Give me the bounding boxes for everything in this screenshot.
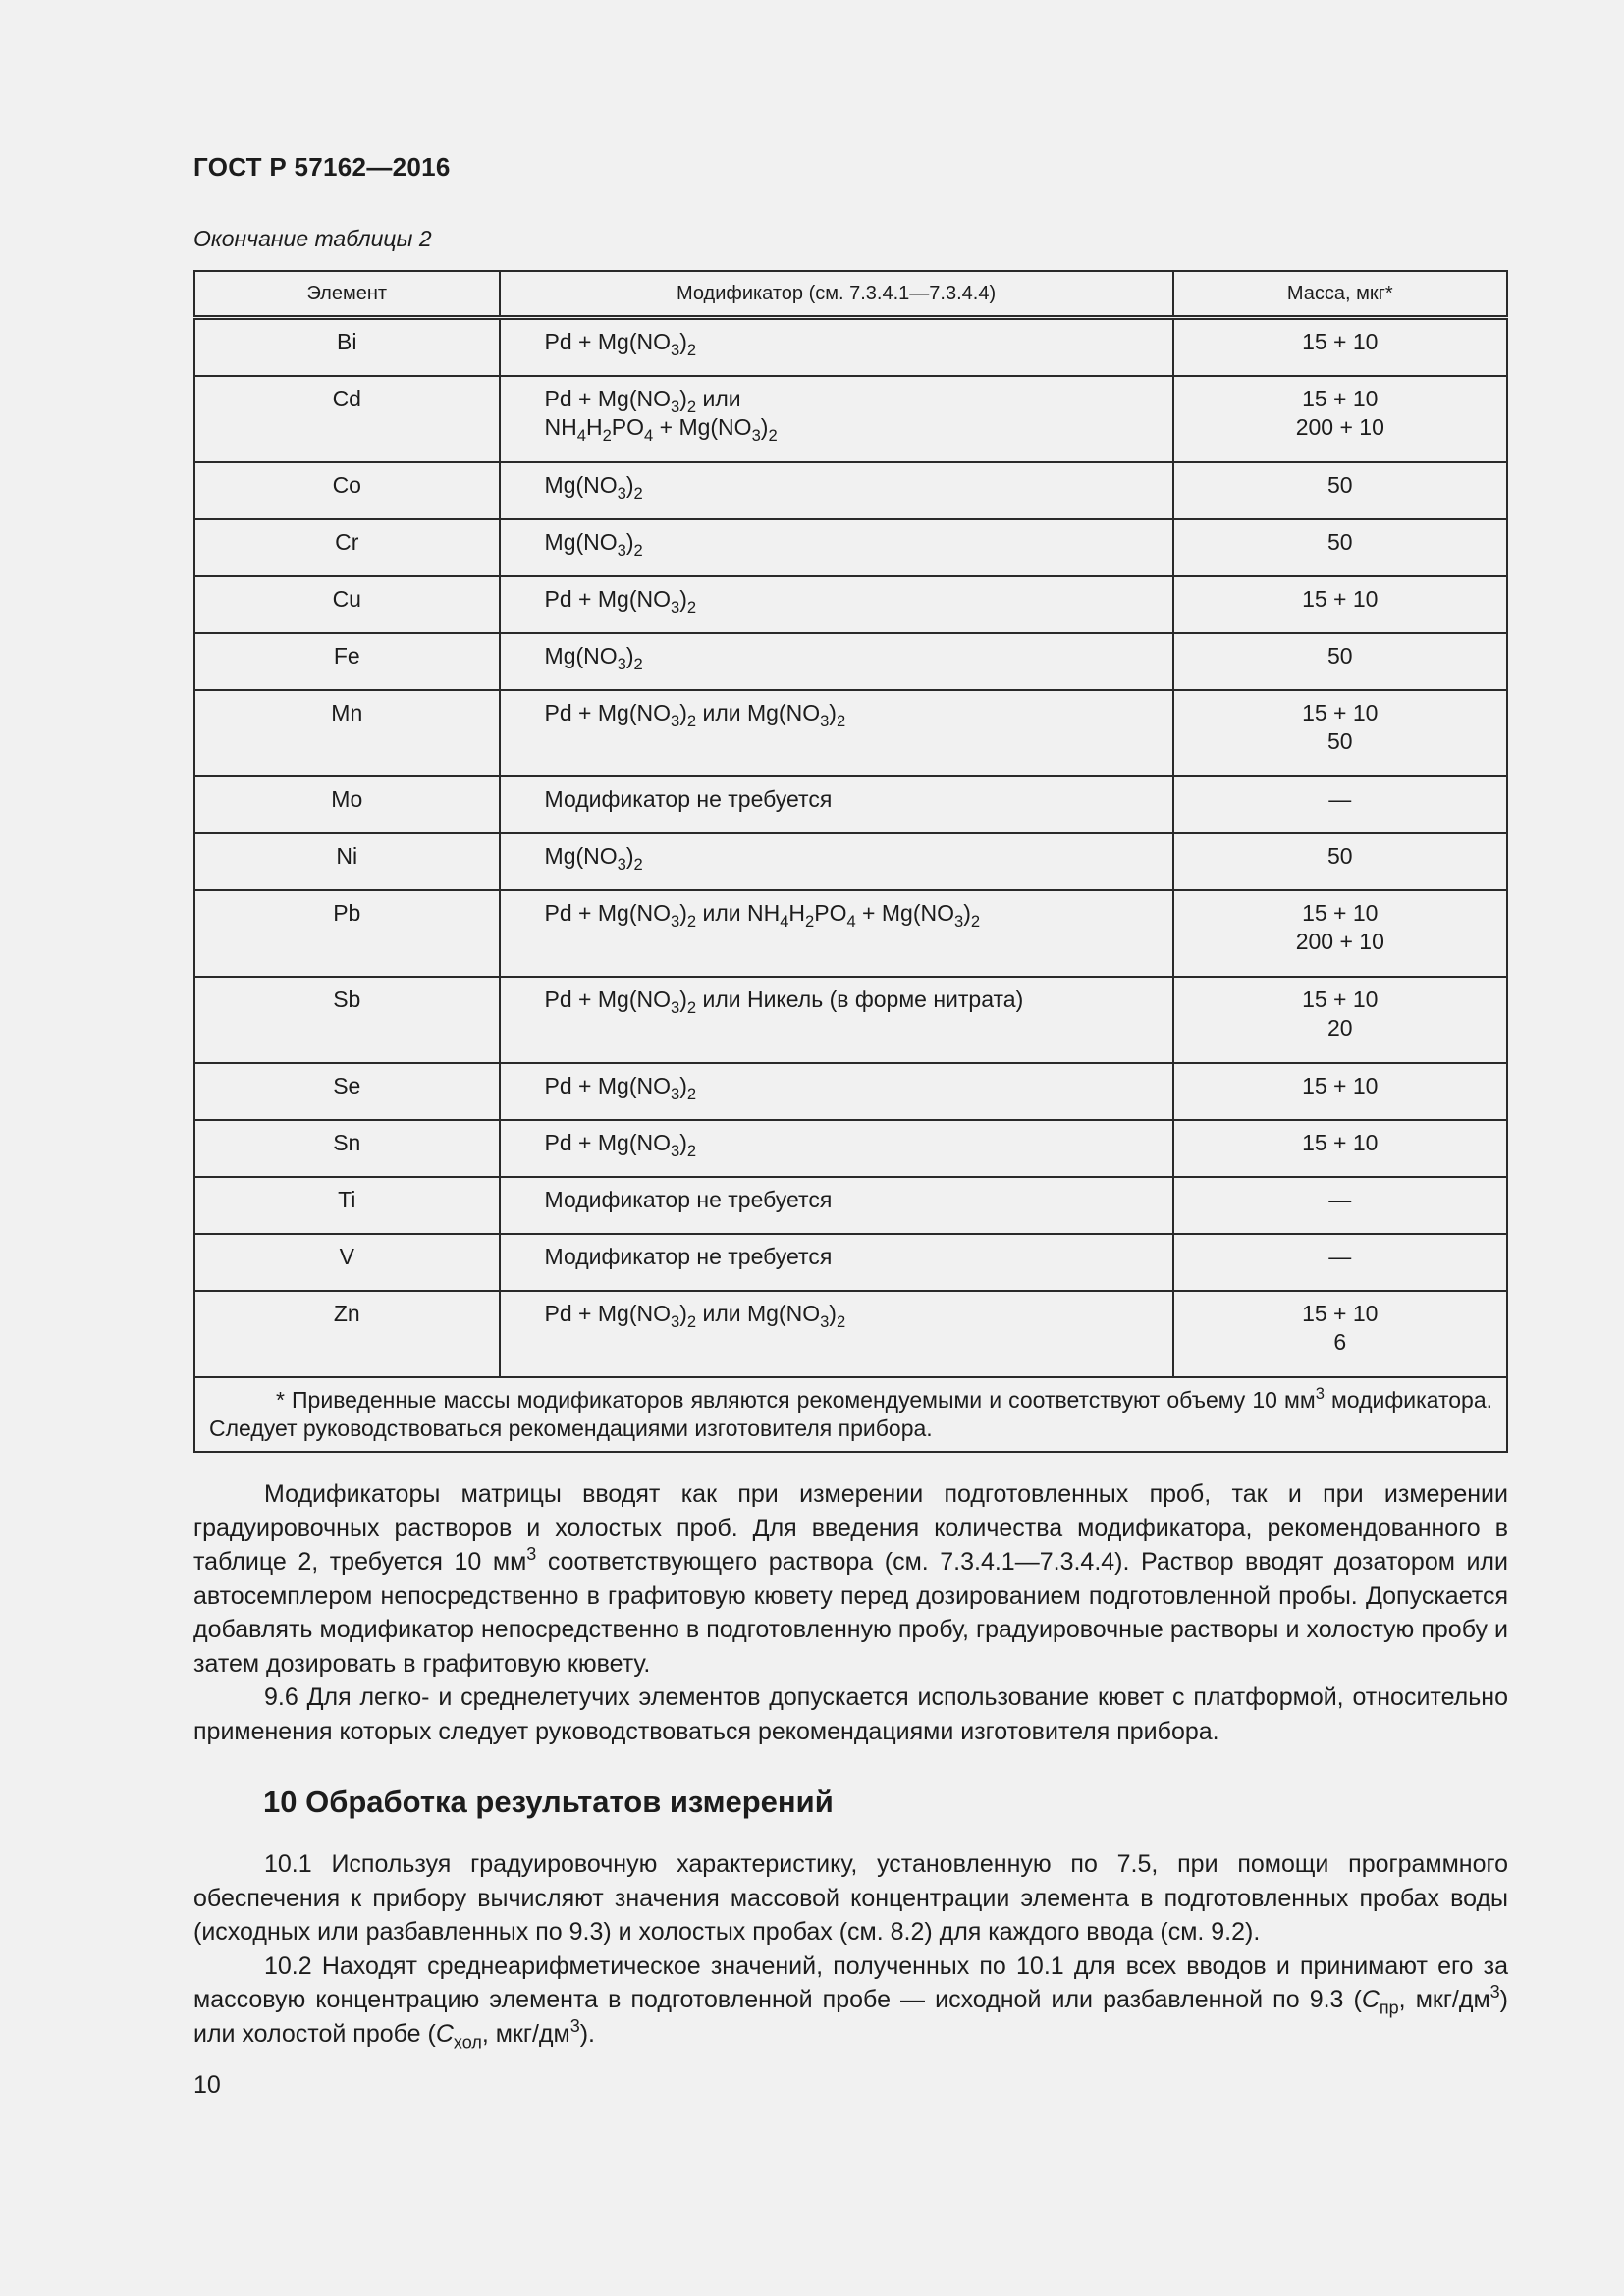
cell-element: Mo xyxy=(194,776,500,833)
cell-element: Zn xyxy=(194,1291,500,1377)
table-row xyxy=(194,633,1507,690)
cell-mass xyxy=(1173,1234,1507,1291)
cell-modifier: $Pd + Mg(NO_3)_2$ xyxy=(500,1063,1173,1120)
cell-mass xyxy=(1173,376,1507,462)
cell-element: Pb xyxy=(194,890,500,977)
table-row xyxy=(194,1063,1507,1120)
mass-value: 15 + 10 xyxy=(1302,987,1379,1012)
cell-element: V xyxy=(194,1234,500,1291)
cell-modifier: $Mg(NO_3)_2$ xyxy=(500,633,1173,690)
paragraph-10-2: 10.2 Находят среднеарифметическое значений, полученных по 10.1 для всех вводов и принимают его за массовую концентрацию элемента в подготовленной пробе — исходной или разбавленной по 9.3 ($С_{пр}$, мкг/$дм^3$) или холостой пробе ($С_{хол}$, мкг/$дм^3$). xyxy=(193,1951,1508,2052)
cell-modifier: $Pd + Mg(NO_3)_2$ xyxy=(500,576,1173,633)
mass-value: 200 + 10 xyxy=(1295,414,1384,440)
mass-value: 15 + 10 xyxy=(1302,1301,1379,1326)
mass-value: 6 xyxy=(1333,1329,1347,1355)
table-row xyxy=(194,576,1507,633)
cell-mass xyxy=(1173,519,1507,576)
cell-modifier: $Pd + Mg(NO_3)_2$ xyxy=(500,1120,1173,1177)
table-row xyxy=(194,462,1507,519)
cell-modifier: $Mg(NO_3)_2$ xyxy=(500,519,1173,576)
mass-value: 15 + 10 xyxy=(1302,1073,1379,1098)
cell-modifier: $Pd + Mg(NO_3)_2$ xyxy=(500,318,1173,377)
cell-element: Sb xyxy=(194,977,500,1063)
mass-value: — xyxy=(1328,1244,1352,1269)
cell-mass xyxy=(1173,1063,1507,1120)
modifier-table xyxy=(193,270,1508,1453)
cell-modifier: $Mg(NO_3)_2$ xyxy=(500,833,1173,890)
mass-value: 200 + 10 xyxy=(1295,929,1384,954)
table-row xyxy=(194,833,1507,890)
cell-element: Cu xyxy=(194,576,500,633)
cell-mass xyxy=(1173,576,1507,633)
cell-mass xyxy=(1173,318,1507,377)
page-number: 10 xyxy=(193,2071,221,2099)
mass-value: — xyxy=(1328,786,1352,812)
body-text-block-1 xyxy=(193,1477,1508,1748)
cell-element: Cr xyxy=(194,519,500,576)
column-header-mass: Масса, мкг* xyxy=(1173,271,1507,318)
mass-value: 15 + 10 xyxy=(1302,1130,1379,1155)
cell-modifier: Модификатор не требуется xyxy=(500,1234,1173,1291)
cell-modifier: $Pd + Mg(NO_3)_2$ или $NH_4H_2PO_4 + Mg(NO_3)_2$ xyxy=(500,376,1173,462)
cell-modifier: $Pd + Mg(NO_3)_2$ или $Mg(NO_3)_2$ xyxy=(500,690,1173,776)
table-row xyxy=(194,890,1507,977)
cell-modifier: $Pd + Mg(NO_3)_2$ или Никель (в форме нитрата) xyxy=(500,977,1173,1063)
cell-mass xyxy=(1173,690,1507,776)
table-body xyxy=(194,318,1507,1378)
mass-value: 15 + 10 xyxy=(1302,700,1379,725)
cell-mass xyxy=(1173,462,1507,519)
cell-mass xyxy=(1173,1177,1507,1234)
mass-value: 15 + 10 xyxy=(1302,329,1379,354)
cell-modifier: $Pd + Mg(NO_3)_2$ или $Mg(NO_3)_2$ xyxy=(500,1291,1173,1377)
cell-mass xyxy=(1173,833,1507,890)
table-row xyxy=(194,776,1507,833)
mass-value: 15 + 10 xyxy=(1302,900,1379,926)
table-row xyxy=(194,1177,1507,1234)
cell-mass xyxy=(1173,1291,1507,1377)
mass-value: 15 + 10 xyxy=(1302,386,1379,411)
mass-value: 15 + 10 xyxy=(1302,586,1379,612)
paragraph-9-6: 9.6 Для легко- и среднелетучих элементов допускается использование кювет с платформой, относительно применения которых следует руководствоваться рекомендациями изготовителя прибора. xyxy=(193,1683,1508,1745)
cell-mass xyxy=(1173,776,1507,833)
mass-value: 50 xyxy=(1326,643,1353,668)
cell-mass xyxy=(1173,977,1507,1063)
mass-value: 20 xyxy=(1326,1015,1353,1041)
cell-modifier: Модификатор не требуется xyxy=(500,1177,1173,1234)
table-row xyxy=(194,1291,1507,1377)
mass-value: 50 xyxy=(1326,843,1353,869)
cell-modifier: $Mg(NO_3)_2$ xyxy=(500,462,1173,519)
table-footnote-text: * Приведенные массы модификаторов являются рекомендуемыми и соответствуют объему 10 $мм^3$ модификатора. Следует руководствоваться рекомендациями изготовителя прибора. xyxy=(209,1383,1492,1441)
cell-modifier: Модификатор не требуется xyxy=(500,776,1173,833)
cell-element: Se xyxy=(194,1063,500,1120)
cell-element: Co xyxy=(194,462,500,519)
cell-element: Cd xyxy=(194,376,500,462)
mass-value: — xyxy=(1328,1187,1352,1212)
table-row xyxy=(194,690,1507,776)
table-footnote-row xyxy=(194,1377,1507,1452)
table-row xyxy=(194,1120,1507,1177)
mass-value: 50 xyxy=(1326,472,1353,498)
cell-mass xyxy=(1173,633,1507,690)
table-row xyxy=(194,318,1507,377)
paragraph-modifiers: Модификаторы матрицы вводят как при измерении подготовленных проб, так и при измерении градуировочных растворов и холостых проб. Для введения количества модификатора, рекомендованного в таблице 2, требуется 10 $мм^3$ соответствующего раствора (см. 7.3.4.1—7.3.4.4). Раствор вводят дозатором или автосемплером непосредственно в графитовую кювету перед дозированием подготовленной пробы. Допускается добавлять модификатор непосредственно в подготовленную пробу, градуировочные растворы и холостую пробу и затем дозировать в графитовую кювету. xyxy=(193,1480,1508,1678)
cell-element: Sn xyxy=(194,1120,500,1177)
table-row xyxy=(194,376,1507,462)
table-caption: Окончание таблицы 2 xyxy=(193,226,432,251)
cell-mass xyxy=(1173,890,1507,977)
cell-element: Mn xyxy=(194,690,500,776)
column-header-element: Элемент xyxy=(194,271,500,318)
paragraph-10-1: 10.1 Используя градуировочную характеристику, установленную по 7.5, при помощи программного обеспечения к прибору вычисляют значения массовой концентрации элемента в подготовленных пробах воды (исходных или разбавленных по 9.3) и холостых пробах (см. 8.2) для каждого ввода (см. 9.2). xyxy=(193,1850,1508,1946)
body-text-block-2 xyxy=(193,1847,1508,2051)
cell-element: Ti xyxy=(194,1177,500,1234)
cell-element: Ni xyxy=(194,833,500,890)
table-row xyxy=(194,519,1507,576)
mass-value: 50 xyxy=(1326,529,1353,555)
cell-element: Bi xyxy=(194,318,500,377)
table-header-row xyxy=(194,271,1507,318)
table-row xyxy=(194,1234,1507,1291)
column-header-modifier: Модификатор (см. 7.3.4.1—7.3.4.4) xyxy=(500,271,1173,318)
cell-mass xyxy=(1173,1120,1507,1177)
mass-value: 50 xyxy=(1326,728,1353,754)
section-heading: 10 Обработка результатов измерений xyxy=(263,1785,834,1819)
table-footnote xyxy=(194,1377,1507,1452)
cell-element: Fe xyxy=(194,633,500,690)
table-row xyxy=(194,977,1507,1063)
cell-modifier: $Pd + Mg(NO_3)_2$ или $NH_4H_2PO_4 + Mg(NO_3)_2$ xyxy=(500,890,1173,977)
document-code: ГОСТ Р 57162—2016 xyxy=(193,152,451,182)
